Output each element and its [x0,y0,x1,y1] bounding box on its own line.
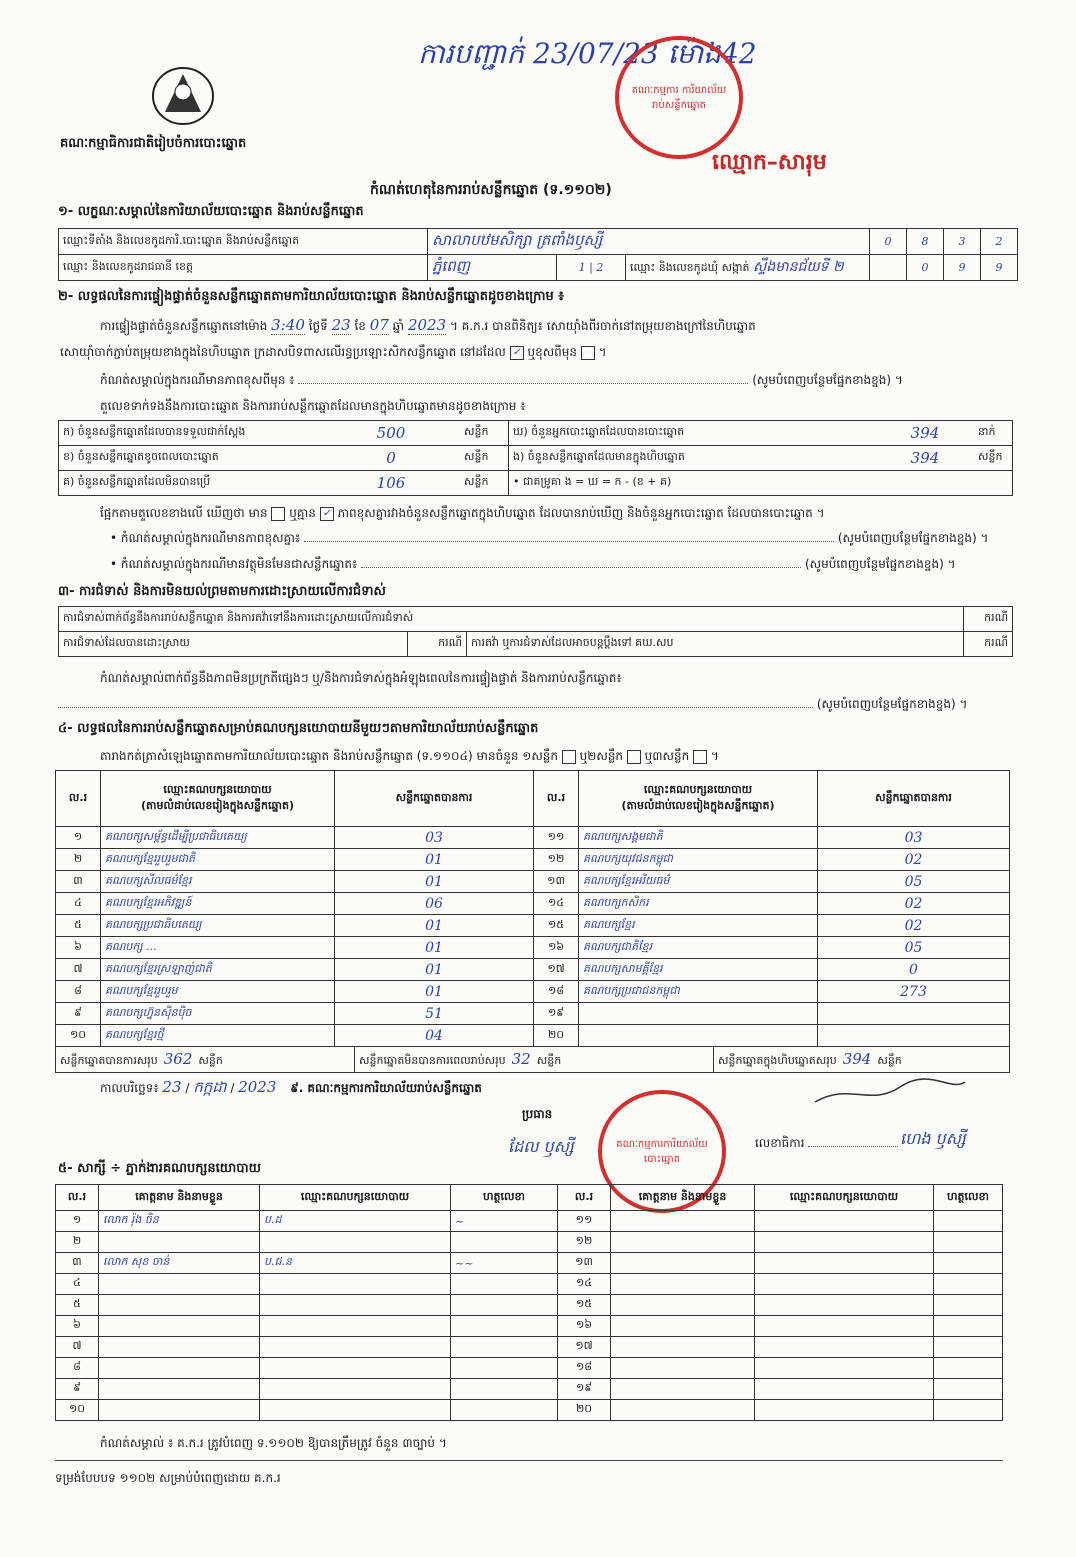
unused-ballots-label: គ) ចំនួនសន្លឹកឆ្នោតដែលមិនបានប្រើ [59,471,323,496]
witness-signature [451,1295,558,1316]
party-name [579,1003,818,1025]
party-number: ១៧ [534,959,579,981]
ballots-in-box-value: 394 [876,446,974,471]
witness-party [755,1316,934,1337]
party-name: គណបក្សខ្មែររួបរួម [101,981,335,1003]
verification-year: 2023 [407,316,447,334]
table-row [56,1295,1003,1316]
difference-bullet: • កំណត់សម្គាល់ក្នុងករណីមានភាពខុសគ្នា៖ (សូមបំពេញបន្ថែមផ្នែកខាងខ្នង) ។ [110,531,989,545]
verification-time: 3:40 [271,316,305,334]
spoiled-ballots-value: 0 [322,446,460,471]
witness-name: លោក សុខ ចាន់ [99,1253,260,1274]
objection-row: ការជំទាស់ពាក់ព័ន្ធនឹងការរាប់សន្លឹកឆ្នោត និងការតវ៉ាទៅនឹងការដោះស្រាយលើការជំទាស់ [59,607,964,632]
table-row [56,827,1010,849]
document-title: កំណត់ហេតុនៃការរាប់សន្លឹកឆ្នោត (ទ.១១០២) [370,182,612,198]
party-name: គណបក្សខ្មែរអភិវឌ្ឍន៍ [101,893,335,915]
party-votes: 273 [818,981,1010,1003]
witness-number: ១៦ [558,1316,611,1337]
witness-number: ១៥ [558,1295,611,1316]
party-number: ១៦ [534,937,579,959]
witness-party [260,1295,451,1316]
witness-number: ១២ [558,1232,611,1253]
verification-month: 07 [369,316,389,334]
witness-party [755,1232,934,1253]
party-number: ៥ [56,915,101,937]
party-number: ១៥ [534,915,579,937]
section2-title: ២- លទ្ធផលនៃការផ្ទៀងផ្ទាត់ចំនួនសន្លឹកឆ្នោតតាមការិយាល័យបោះឆ្នោត និងរាប់សន្លឹកឆ្នោតដូចខាងក្រោម ៖ [58,289,564,304]
total-invalid-value: 32 [511,1049,531,1068]
signature-scribble-icon [810,1072,970,1112]
party-votes: 01 [335,849,534,871]
unused-ballots-value: 106 [322,471,460,496]
witness-number: ១៩ [558,1379,611,1400]
ballots-in-box-label: ង) ចំនួនសន្លឹកឆ្នោតដែលមានក្នុងហិបឆ្នោត [509,446,877,471]
total-valid-label: សន្លឹកឆ្នោតបានការសរុប [60,1053,158,1067]
table-row [56,893,1010,915]
witness-party [260,1358,451,1379]
three-sheet-checkbox[interactable] [693,750,707,764]
witness-party: ប.ដ [260,1211,451,1232]
official-stamp-bottom: គណៈកម្មការការិយាល័យបោះឆ្នោត [598,1090,726,1213]
witness-name [99,1232,260,1253]
witness-party [755,1253,934,1274]
commune-label: ឈ្មោះ និងលេខកូដឃុំ សង្កាត់ [630,261,750,274]
chair-signature: ដែល ឫស្សី [508,1137,574,1156]
secretary-signature: ហេង ឫស្សី [900,1129,966,1148]
party-name: គណបក្សសង្គមជាតិ [579,827,818,849]
total-box-value: 394 [842,1049,872,1068]
witness-name [611,1379,755,1400]
section1-table: ឈ្មោះទីតាំង និងលេខកូដការិ.បោះឆ្នោត និងរាប់សន្លឹកឆ្នោត សាលាបឋមសិក្សា ត្រពាំងឫស្សី 0 8 3 2 ឈ្មោះ និងលេខកូដរាជធានី ខេត្ត ភ្នំពេញ 1 | 2 ឈ្មោះ និងលេខកូដឃុំ សង្កាត់ ស្ទឹងមានជ័យទី ២ 0 9 9 [58,228,1018,281]
party-number: ១០ [56,1025,101,1047]
party-votes: 03 [818,827,1010,849]
spoiled-ballots-label: ខ) ចំនួនសន្លឹកឆ្នោតខូចពេលបោះឆ្នោត [59,446,323,471]
table-row [56,1025,1010,1047]
party-number: ២០ [534,1025,579,1047]
party-votes: 01 [335,937,534,959]
witness-signature: ~ [451,1211,558,1232]
witness-signature [934,1358,1003,1379]
party-votes [818,1025,1010,1047]
witness-signature [451,1316,558,1337]
date-year: 2023 [238,1078,277,1096]
table-row [56,959,1010,981]
section3-title: ៣- ការជំទាស់ និងការមិនយល់ព្រមតាមការដោះស្រាយលើការជំទាស់ [58,584,386,599]
party-number: ១១ [534,827,579,849]
table-row [56,1003,1010,1025]
party-votes: 51 [335,1003,534,1025]
seal-status-line: សោយ៉ាំចាក់ភ្ជាប់តម្រុយខាងក្នុងនៃហិបឆ្នោត ក្រដាសបិទពាសលើរន្ធប្រឡោះសិកសន្លឹកឆ្នោត នៅដដែល ✓ ឬខុសពីមុន ។ [60,345,607,359]
witness-party [755,1295,934,1316]
witness-number: ៨ [56,1358,99,1379]
party-name: គណបក្សកសិករ [579,893,818,915]
witness-party [260,1379,451,1400]
witness-signature [451,1337,558,1358]
witness-number: ១៣ [558,1253,611,1274]
party-name: គណបក្សខ្មែរ [579,915,818,937]
province-label: ឈ្មោះ និងលេខកូដរាជធានី ខេត្ត [59,255,428,281]
party-name: គណបក្សយុវជនកម្ពុជា [579,849,818,871]
party-number: ៦ [56,937,101,959]
witness-number: ២០ [558,1400,611,1421]
verification-day: 23 [331,316,351,334]
party-name: គណបក្សហ្វ៊ុនស៊ិនប៉ិច [101,1003,335,1025]
party-name: គណបក្សខ្មែរថ្មី [101,1025,335,1047]
appeal-label: ការតវ៉ា ឬការជំទាស់ដែលអាចបន្តប្តឹងទៅ គឃ.សប [467,632,964,657]
irregularity-fill: (សូមបំពេញបន្ថែមផ្នែកខាងខ្នង) ។ [58,696,967,714]
witness-name [99,1274,260,1295]
totals-table: សន្លឹកឆ្នោតបានការសរុប 362 សន្លឹក សន្លឹកឆ្នោតមិនបានការពេលរាប់សរុប 32 សន្លឹក សន្លឹកឆ្នោតក្នុងហិបឆ្នោតសរុប 394 សន្លឹក [55,1046,1010,1073]
witness-number: ១៨ [558,1358,611,1379]
party-votes: 01 [335,871,534,893]
party-number: ១៣ [534,871,579,893]
handwritten-red-note: ឈ្មោក–សារុម [712,150,827,175]
section1-title: ១- លក្ខណៈសម្គាល់នៃការិយាល័យបោះឆ្នោត និងរាប់សន្លឹកឆ្នោត [58,204,364,219]
witness-party [755,1274,934,1295]
official-stamp-top: គណៈកម្មការ ការិយាល័យរាប់សន្លឹកឆ្នោត [615,36,743,159]
witness-signature [934,1211,1003,1232]
witness-number: ៧ [56,1337,99,1358]
witness-party [260,1400,451,1421]
party-name: គណបក្សខ្មែរអរិយធម៌ [579,871,818,893]
handwritten-date-note: ការបញ្ជាក់ 23/07/23 ម៉ោង42 [418,37,757,70]
has-difference-checkbox[interactable] [271,507,285,521]
witness-name: លោក រ៉ុង ចិន [99,1211,260,1232]
difference-note-line: កំណត់សម្គាល់ក្នុងករណីមានភាពខុសពីមុន ៖ (សូមបំពេញបន្ថែមផ្នែកខាងខ្នង) ។ [100,373,903,387]
table-row [56,1358,1003,1379]
table-row [56,1211,1003,1232]
witness-number: ១៤ [558,1274,611,1295]
table-row [56,871,1010,893]
date-month: កក្កដា [193,1078,227,1096]
table-row [56,849,1010,871]
received-ballots-label: ក) ចំនួនសន្លឹកឆ្នោតដែលបានទទួលជាក់ស្តែង [59,421,323,446]
party-name [579,1025,818,1047]
witness-number: ២ [56,1232,99,1253]
witness-name [99,1400,260,1421]
party-name: គណបក្សប្រជាជនកម្ពុជា [579,981,818,1003]
footnote: កំណត់សម្គាល់ ៖ គ.ក.រ ត្រូវបំពេញ ទ.១១០២ ឱ្យបានត្រឹមត្រូវ ចំនួន ៣ច្បាប់ ។ [100,1436,447,1450]
party-votes: 05 [818,937,1010,959]
witness-signature [934,1295,1003,1316]
voters-label: ឃ) ចំនួនអ្នកបោះឆ្នោតដែលបានបោះឆ្នោត [509,421,877,446]
secretary-line: លេខាធិការ [755,1135,898,1153]
witness-signature [451,1358,558,1379]
received-ballots-value: 500 [322,421,460,446]
party-number: ១៩ [534,1003,579,1025]
witness-signature [934,1232,1003,1253]
party-number: ១២ [534,849,579,871]
witness-party [260,1316,451,1337]
location-code-1: 0 [870,229,907,255]
table-row [56,937,1010,959]
party-number: ២ [56,849,101,871]
witness-signature: ~~ [451,1253,558,1274]
party-name: គណបក្សប្រជាធិបតេយ្យ [101,915,335,937]
table-row [56,1400,1003,1421]
party-name: គណបក្សសម្ព័ន្ធដើម្បីប្រជាធិបតេយ្យ [101,827,335,849]
section5-title: ៥- សាក្សី ÷ ភ្នាក់ងារគណបក្សនយោបាយ [58,1161,261,1176]
one-sheet-checkbox[interactable] [562,750,576,764]
table-row [56,1253,1003,1274]
witness-signature [451,1274,558,1295]
witness-name [611,1400,755,1421]
party-results-table: ល.រ ឈ្មោះគណបក្សនយោបាយ (តាមលំដាប់លេខរៀងក្នុងសន្លឹកឆ្នោត) សន្លឹកឆ្នោតបានការ ល.រ ឈ្មោះគណបក្សនយោបាយ (តាមលំដាប់លេខរៀងក្នុងសន្លឹកឆ្នោត) សន្លឹកឆ្នោតបានការ ១ គណបក្សសម្ព័ន្ធដើម្បីប្រជាធិបតេយ្យ 03 ១១ គណបក្សសង្គមជាតិ 03 ២ គណបក្សខ្មែររួបរួមជាតិ 01 ១២ គណបក្សយុវជនកម្ពុជា 02 ៣ គណបក្សសីលធម៌ខ្មែរ 01 ១៣ គណបក្សខ្មែរអរិយធម៌ 05 ៤ គណបក្សខ្មែរអភិវឌ្ឍន៍ 06 ១៤ គណបក្សកសិករ 02 ៥ គណបក្សប្រជាធិបតេយ្យ 01 ១៥ គណបក្សខ្មែរ 02 ៦ គណបក្ស ... 01 ១៦ គណបក្សជាតិខ្មែរ 05 ៧ គណបក្សខ្មែរស្រឡាញ់ជាតិ 01 ១៧ គណបក្សសាមគ្គីខ្មែរ 0 ៨ គណបក្សខ្មែររួបរួម 01 ១៨ គណបក្សប្រជាជនកម្ពុជា 273 ៩ គណបក្សហ្វ៊ុនស៊ិនប៉ិច 51 ១៩ ១០ គណបក្សខ្មែរថ្មី 04 ២០ [55,770,1010,1047]
witness-signature [934,1316,1003,1337]
witness-name [99,1337,260,1358]
footer-divider [55,1460,1003,1461]
party-name: គណបក្ស ... [101,937,335,959]
commune-code-2: 9 [944,255,981,281]
commune-value: ស្ទឹងមានជ័យទី ២ [753,259,844,275]
commune-code-1: 0 [907,255,944,281]
irregularity-note: កំណត់សម្គាល់ពាក់ព័ន្ធនឹងភាពមិនប្រក្រតីផ្សេងៗ ឬ/និងការជំទាស់ក្នុងអំឡុងពេលនៃការផ្ទៀងផ្ទាត់ និងការរាប់សន្លឹកឆ្នោត៖ [100,671,622,685]
date-day: 23 [162,1078,182,1096]
witness-name [611,1358,755,1379]
witness-name [611,1211,755,1232]
party-votes: 01 [335,981,534,1003]
witness-signature [934,1253,1003,1274]
province-value: ភ្នំពេញ [428,255,557,281]
witness-signature [934,1400,1003,1421]
discrepancy-line: ផ្អែកតាមតួលេខខាងលើ ឃើញថា មាន ឬគ្មាន ✓ ភាពខុសគ្នារវាងចំនួនសន្លឹកឆ្នោតក្នុងហិបឆ្នោត ដែលបានរាប់ឃើញ និងចំនួនអ្នកបោះឆ្នោត ដែលបានបោះឆ្នោត ។ [100,506,825,520]
party-name: គណបក្សខ្មែរស្រឡាញ់ជាតិ [101,959,335,981]
formula-note: • ជាគម្រូគា ង = ឃ = ក - (ខ + គ) [509,471,1013,496]
witness-name [99,1358,260,1379]
non-ballot-bullet: • កំណត់សម្គាល់ក្នុងករណីមានវត្ថុមិនមែនជាសន្លឹកឆ្នោត៖ (សូមបំពេញបន្ថែមផ្នែកខាងខ្នង) ។ [110,557,956,571]
party-number: ៣ [56,871,101,893]
two-sheet-checkbox[interactable] [627,750,641,764]
section4-title: ៤- លទ្ធផលនៃការរាប់សន្លឹកឆ្នោតសម្រាប់គណបក្សនយោបាយនីមួយៗតាមការិយាល័យរាប់សន្លឹកឆ្នោត [58,721,539,736]
location-code-4: 2 [981,229,1018,255]
witness-signature [934,1274,1003,1295]
party-votes: 03 [335,827,534,849]
witness-name [611,1337,755,1358]
witness-signature [451,1400,558,1421]
party-votes: 0 [818,959,1010,981]
witness-number: ៥ [56,1295,99,1316]
party-votes: 01 [335,915,534,937]
table-row [56,1379,1003,1400]
witness-number: ១ [56,1211,99,1232]
witness-signature [934,1337,1003,1358]
table-row [56,1232,1003,1253]
witness-name [99,1316,260,1337]
table-row [56,1316,1003,1337]
numbers-intro: តួលេខទាក់ទងនឹងការបោះឆ្នោត និងការរាប់សន្លឹកឆ្នោតដែលមានក្នុងហិបឆ្នោតមានដូចខាងក្រោម ៖ [100,399,526,413]
date-line: កាលបរិច្ឆេទ៖ 23 / កក្កដា / 2023 ៩. គណៈកម្មការការិយាល័យរាប់សន្លឹកឆ្នោត [100,1078,482,1096]
witness-name [99,1295,260,1316]
party-name: គណបក្សខ្មែររួបរួមជាតិ [101,849,335,871]
party-number: ១៨ [534,981,579,1003]
witness-party [260,1232,451,1253]
party-number: ១៤ [534,893,579,915]
witness-party [755,1400,934,1421]
witness-number: ៦ [56,1316,99,1337]
party-votes: 05 [818,871,1010,893]
resolved-objection-label: ការជំទាស់ដែលបានដោះស្រាយ [59,632,408,657]
section4-intro: តារាងកត់ត្រាសំឡេងឆ្នោតតាមការិយាល័យបោះឆ្នោត និងរាប់សន្លឹកឆ្នោត (ទ.១១០៤) មានចំនួន ១សន្លឹក ឬ២សន្លឹក ឬ៣សន្លឹក ។ [100,749,719,763]
location-code-3: 3 [944,229,981,255]
party-number: ៧ [56,959,101,981]
changed-checkbox[interactable] [581,346,595,360]
party-name: គណបក្សសាមគ្គីខ្មែរ [579,959,818,981]
party-votes [818,1003,1010,1025]
party-votes: 02 [818,915,1010,937]
unchanged-checkbox[interactable]: ✓ [510,346,524,360]
witness-name [611,1274,755,1295]
location-code-2: 8 [907,229,944,255]
national-emblem-icon [145,62,221,128]
witness-party [755,1379,934,1400]
no-difference-checkbox[interactable]: ✓ [320,507,334,521]
witness-number: ៩ [56,1379,99,1400]
party-number: ៩ [56,1003,101,1025]
party-number: ៤ [56,893,101,915]
objection-table: ការជំទាស់ពាក់ព័ន្ធនឹងការរាប់សន្លឹកឆ្នោត និងការតវ៉ាទៅនឹងការដោះស្រាយលើការជំទាស់ ករណី ការជំទាស់ដែលបានដោះស្រាយ ករណី ការតវ៉ា ឬការជំទាស់ដែលអាចបន្តប្តឹងទៅ គឃ.សប ករណី [58,606,1013,657]
witness-party [260,1274,451,1295]
table-row [56,1274,1003,1295]
witness-party: ប.ជ.ន [260,1253,451,1274]
voters-value: 394 [876,421,974,446]
commune-code-3: 9 [981,255,1018,281]
witness-number: ៣ [56,1253,99,1274]
party-name: គណបក្សសីលធម៌ខ្មែរ [101,871,335,893]
witness-number: ១៧ [558,1337,611,1358]
total-valid-value: 362 [163,1049,193,1068]
witness-name [611,1316,755,1337]
total-invalid-label: សន្លឹកឆ្នោតមិនបានការពេលរាប់សរុប [359,1053,506,1067]
table-row [56,915,1010,937]
witness-name [611,1253,755,1274]
witness-number: ១០ [56,1400,99,1421]
witness-number: ៤ [56,1274,99,1295]
party-votes: 01 [335,959,534,981]
party-votes: 02 [818,849,1010,871]
witness-number: ១១ [558,1211,611,1232]
witness-party [755,1337,934,1358]
witness-signature [934,1379,1003,1400]
province-code-1: 1 [578,261,586,274]
location-value: សាលាបឋមសិក្សា ត្រពាំងឫស្សី [428,229,870,255]
chair-label: ប្រធាន [522,1107,553,1121]
witness-party [755,1211,934,1232]
party-votes: 02 [818,893,1010,915]
location-label: ឈ្មោះទីតាំង និងលេខកូដការិ.បោះឆ្នោត និងរាប់សន្លឹកឆ្នោត [59,229,428,255]
witness-name [611,1295,755,1316]
witness-table: ល.រ គោត្តនាម និងនាមខ្លួន ឈ្មោះគណបក្សនយោបាយ ហត្ថលេខា ល.រ គោត្តនាម និងនាមខ្លួន ឈ្មោះគណបក្សនយោបាយ ហត្ថលេខា ១ លោក រ៉ុង ចិន ប.ដ ~ ១១ ២ ១២ ៣ លោក សុខ ចាន់ ប.ជ.ន ~~ ១៣ ៤ ១៤ ៥ ១៥ ៦ ១៦ ៧ ១៧ ៨ ១៨ ៩ ១៩ ១០ ២០ [55,1184,1003,1421]
verification-line: ការផ្ទៀងផ្ទាត់ចំនួនសន្លឹកឆ្នោតនៅម៉ោង 3:40 ថ្ងៃទី 23 ខែ 07 ឆ្នាំ 2023 ។ គ.ក.រ បានពិនិត្យ៖ សោយ៉ាំងពីរចាក់នៅតម្រុយខាងក្រៅនៃហិបឆ្នោត [100,316,756,334]
party-name: គណបក្សជាតិខ្មែរ [579,937,818,959]
total-box-label: សន្លឹកឆ្នោតក្នុងហិបឆ្នោតសរុប [718,1053,837,1067]
witness-name [611,1232,755,1253]
table-row [56,1337,1003,1358]
party-votes: 04 [335,1025,534,1047]
party-votes: 06 [335,893,534,915]
witness-signature [451,1379,558,1400]
province-code-2: 2 [596,261,604,274]
committee-name: គណៈកម្មាធិការជាតិរៀបចំការបោះឆ្នោត [60,136,247,151]
party-number: ៨ [56,981,101,1003]
table-row [56,981,1010,1003]
witness-signature [451,1232,558,1253]
numbers-table: ក) ចំនួនសន្លឹកឆ្នោតដែលបានទទួលជាក់ស្តែង 500 សន្លឹក ឃ) ចំនួនអ្នកបោះឆ្នោតដែលបានបោះឆ្នោត 394 នាក់ ខ) ចំនួនសន្លឹកឆ្នោតខូចពេលបោះឆ្នោត 0 សន្លឹក ង) ចំនួនសន្លឹកឆ្នោតដែលមានក្នុងហិបឆ្នោត 394 សន្លឹក គ) ចំនួនសន្លឹកឆ្នោតដែលមិនបានប្រើ 106 សន្លឹក • ជាគម្រូគា ង = ឃ = ក - (ខ + គ) [58,420,1013,496]
witness-party [755,1358,934,1379]
witness-party [260,1337,451,1358]
form-note: ទម្រង់បែបបទ ១១០២ សម្រាប់បំពេញដោយ គ.ក.រ [55,1471,281,1485]
witness-name [99,1379,260,1400]
party-number: ១ [56,827,101,849]
